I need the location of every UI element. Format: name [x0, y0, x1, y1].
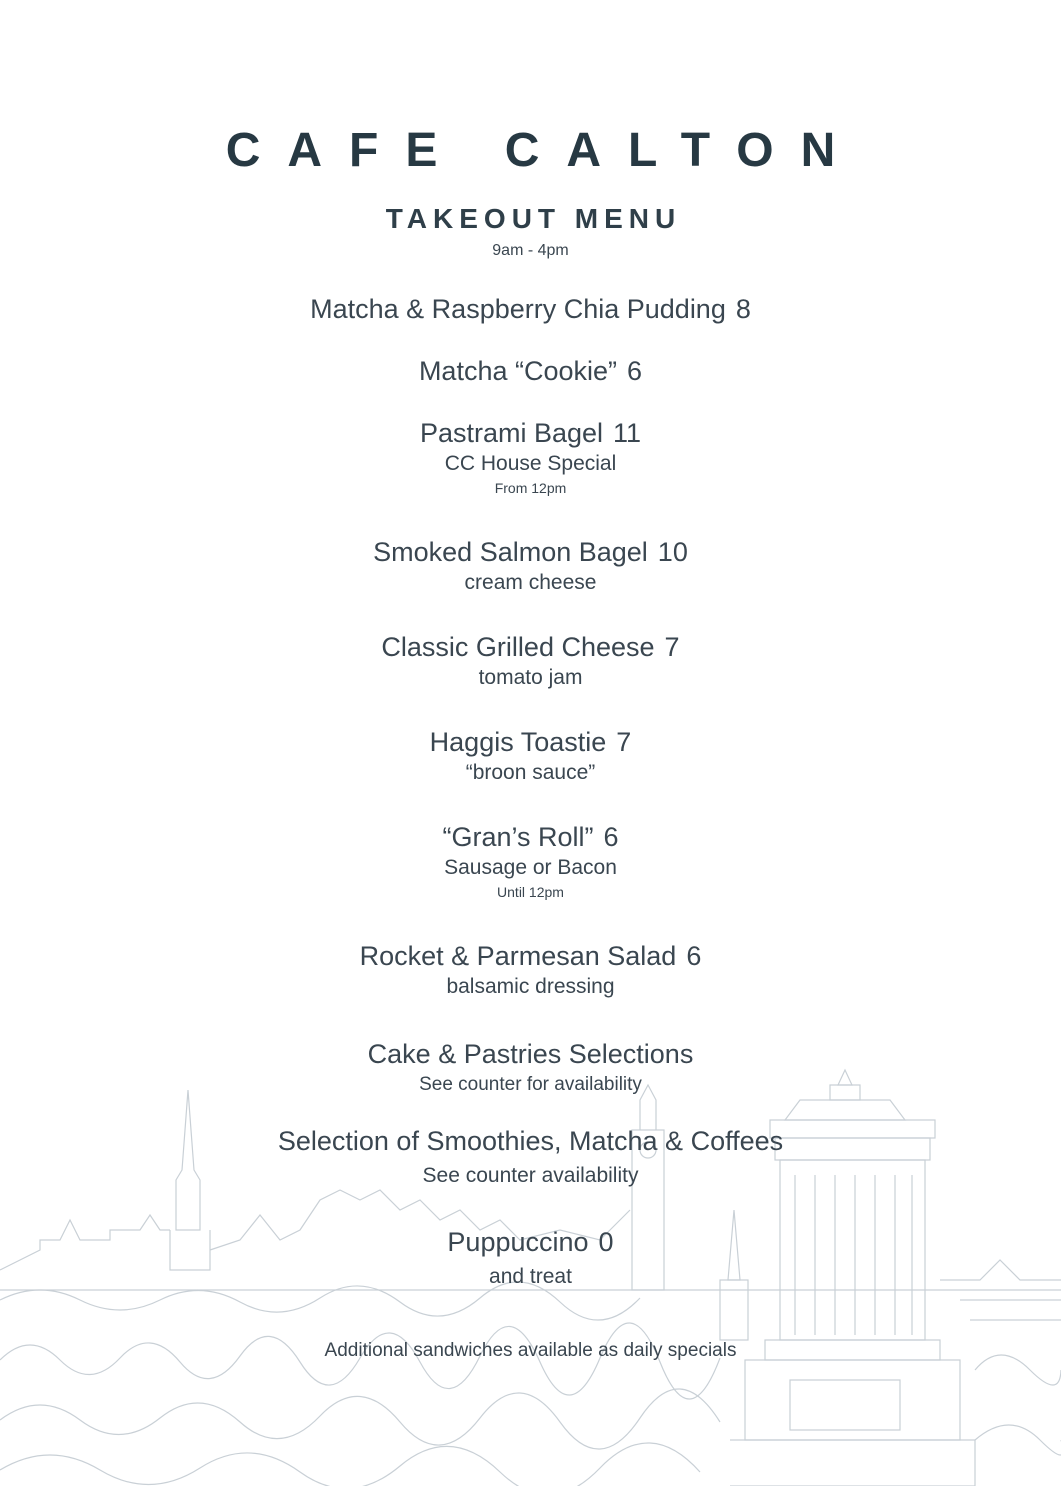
item-price: 7 [616, 727, 632, 757]
item-price: 6 [603, 822, 619, 852]
item-description: and treat [489, 1265, 572, 1288]
item-description: “broon sauce” [465, 761, 596, 784]
item-name: Matcha “Cookie” [418, 356, 618, 386]
item-name: Selection of Smoothies, Matcha & Coffees [277, 1126, 784, 1156]
item-price: 0 [598, 1227, 614, 1257]
menu-item [0, 416, 1061, 498]
item-description: tomato jam [478, 666, 583, 689]
item-description: Sausage or Bacon [444, 856, 617, 879]
item-name: “Gran’s Roll” [442, 822, 594, 852]
item-description: CC House Special [444, 452, 617, 475]
cafe-name: CAFE CALTON [225, 124, 863, 177]
item-note: Until 12pm [497, 884, 564, 900]
item-price: 11 [613, 418, 642, 448]
item-name: Pastrami Bagel [419, 418, 604, 448]
item-description: See counter for availability [419, 1074, 642, 1095]
item-price: 6 [627, 356, 643, 386]
item-name: Classic Grilled Cheese [381, 632, 655, 662]
item-name: Matcha & Raspberry Chia Pudding [310, 294, 726, 324]
item-note: From 12pm [494, 480, 567, 496]
menu-item [0, 535, 1061, 597]
menu-item [0, 1037, 1061, 1099]
menu-item [0, 630, 1061, 692]
item-name: Haggis Toastie [429, 727, 607, 757]
menu-item [0, 1225, 1061, 1291]
item-price: 7 [664, 632, 680, 662]
item-description: balsamic dressing [446, 975, 615, 998]
item-price: 10 [657, 537, 688, 567]
item-name: Rocket & Parmesan Salad [359, 941, 677, 971]
menu-item [0, 939, 1061, 1001]
item-name: Smoked Salmon Bagel [373, 537, 648, 567]
item-price: 6 [686, 941, 702, 971]
footer-note: Additional sandwiches available as daily specials [324, 1340, 737, 1361]
menu-item [0, 820, 1061, 902]
item-name: Puppuccino [447, 1227, 589, 1257]
item-price: 8 [735, 294, 751, 324]
menu-item [0, 354, 1061, 388]
opening-hours: 9am - 4pm [492, 242, 569, 259]
item-description: cream cheese [464, 571, 597, 594]
menu-item [0, 1124, 1061, 1190]
menu-item [0, 725, 1061, 787]
item-description: See counter availability [422, 1164, 639, 1187]
item-name: Cake & Pastries Selections [367, 1039, 694, 1069]
menu-item [0, 292, 1061, 326]
menu-title: TAKEOUT MENU [385, 203, 682, 234]
